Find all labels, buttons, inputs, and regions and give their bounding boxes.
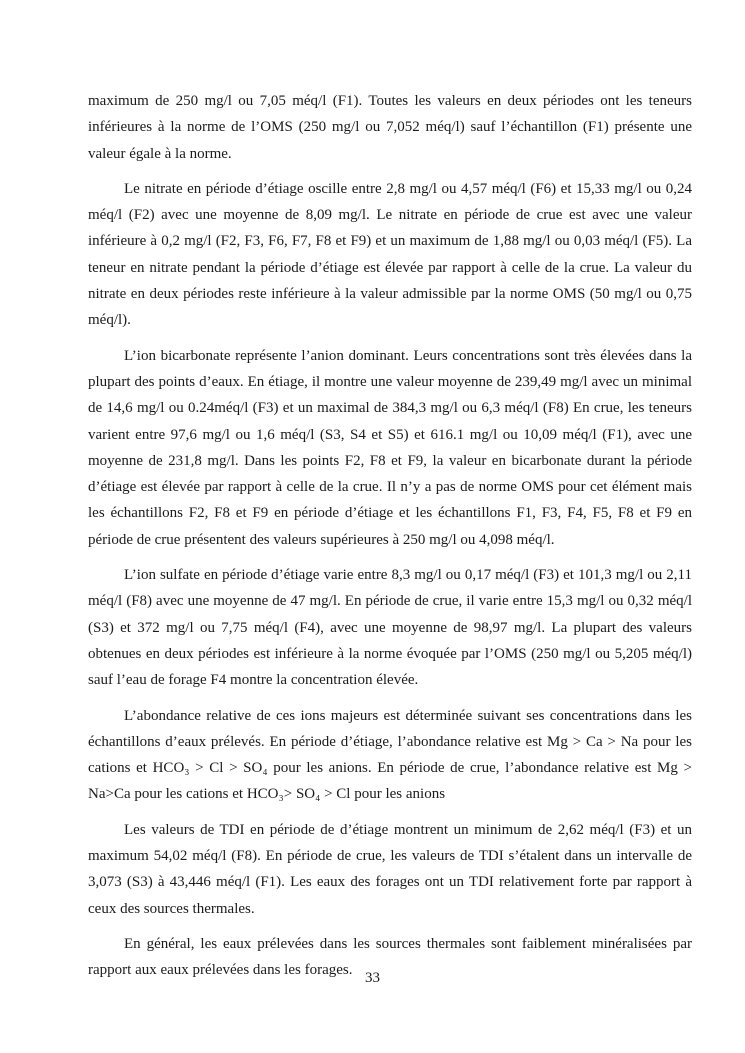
paragraph-conclusion: En général, les eaux prélevées dans les sources thermales sont faiblement minéralisées par rapport aux eaux prélevées dans les forages.: [88, 935, 692, 979]
page-number: 33: [365, 970, 380, 986]
page-body-text: [88, 88, 692, 993]
paragraph-sulfate: L’ion sulfate en période d’étiage varie entre 8,3 mg/l ou 0,17 méq/l (F3) et 101,3 mg/l ou 2,11 méq/l (F8) avec une moyenne de 47 mg/l. En période de crue, il varie entre 15,3 mg/l ou 0,32 méq/l (S3) et 372 mg/l ou 7,75 méq/l (F4), avec une moyenne de 98,97 mg/l. La plupart des valeurs obtenues en deux périodes est inférieure à la norme évoquée par l’OMS (250 mg/l ou 5,205 méq/l) sauf l’eau de forage F4 montre la concentration élevée.: [88, 567, 692, 689]
paragraph-tdi: Les valeurs de TDI en période de d’étiage montrent un minimum de 2,62 méq/l (F3) et un maximum 54,02 méq/l (F8). En période de crue, les valeurs de TDI s’étalent dans un intervalle de 3,073 (S3) à 43,446 méq/l (F1). Les eaux des forages ont un TDI relativement forte par rapport à ceux des sources thermales.: [88, 821, 692, 917]
paragraph-abundance: L’abondance relative de ces ions majeurs est déterminée suivant ses concentrations dans les échantillons d’eaux prélevés. En période d’étiage, l’abondance relative est Mg > Ca > Na pour les cations et HCO₃ > Cl > SO₄ pour les anions. En période de crue, l’abondance relative est Mg > Na>Ca pour les cations et HCO₃> SO₄ > Cl pour les anions: [88, 707, 692, 803]
paragraph-chloride-continuation: maximum de 250 mg/l ou 7,05 méq/l (F1). Toutes les valeurs en deux périodes ont les teneurs inférieures à la norme de l’OMS (250 mg/l ou 7,052 méq/l) sauf l’échantillon (F1) présente une valeur égale à la norme.: [88, 93, 692, 162]
paragraph-bicarbonate: L’ion bicarbonate représente l’anion dominant. Leurs concentrations sont très élevées dans la plupart des points d’eaux. En étiage, il montre une valeur moyenne de 239,49 mg/l avec un minimal de 14,6 mg/l ou 0.24méq/l (F3) et un maximal de 384,3 mg/l ou 6,3 méq/l (F8) En crue, les teneurs varient entre 97,6 mg/l ou 1,6 méq/l (S3, S4 et S5) et 616.1 mg/l ou 10,09 méq/l (F1), avec une moyenne de 231,8 mg/l. Dans les points F2, F8 et F9, la valeur en bicarbonate durant la période d’étiage est élevée par rapport à celle de la crue. Il n’y a pas de norme OMS pour cet élément mais les échantillons F2, F8 et F9 en période d’étiage et les échantillons F1, F3, F4, F5, F8 et F9 en période de crue présentent des valeurs supérieures à 250 mg/l ou 4,098 méq/l.: [88, 347, 692, 548]
paragraph-nitrate: Le nitrate en période d’étiage oscille entre 2,8 mg/l ou 4,57 méq/l (F6) et 15,33 mg/l ou 0,24 méq/l (F2) avec une moyenne de 8,09 mg/l. Le nitrate en période de crue est avec une valeur inférieure à 0,2 mg/l (F2, F3, F6, F7, F8 et F9) et un maximum de 1,88 mg/l ou 0,03 méq/l (F5). La teneur en nitrate pendant la période d’étiage est élevée par rapport à celle de la crue. La valeur du nitrate en deux périodes reste inférieure à la valeur admissible par la norme OMS (50 mg/l ou 0,75 méq/l).: [88, 180, 692, 329]
